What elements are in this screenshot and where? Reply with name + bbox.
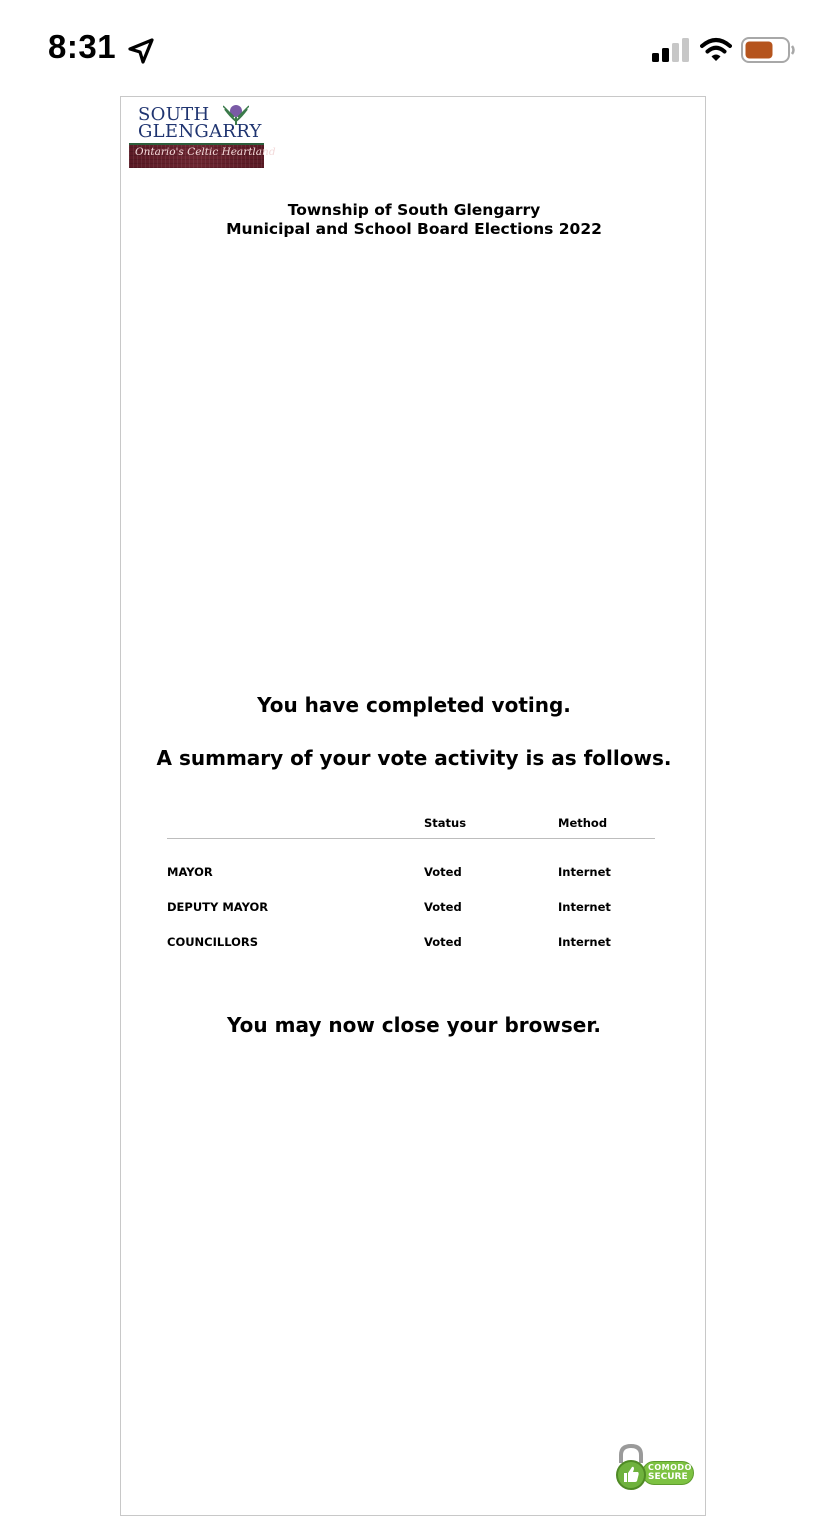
table-row [167,888,655,923]
close-browser-message: You may now close your browser. [227,1013,601,1037]
padlock-icon [612,1443,650,1491]
summary-message: A summary of your vote activity is as follows. [156,746,672,770]
vote-summary-table [167,814,655,958]
south-glengarry-logo [129,103,276,169]
table-row [167,923,655,958]
vote-method: Internet [558,900,611,914]
tartan-banner [129,143,276,168]
vote-status: Voted [424,900,462,914]
status-time: 8:31 [48,28,117,65]
header-election: Municipal and School Board Elections 2022 [226,220,602,238]
location-arrow-icon [127,37,155,65]
vote-method: Internet [558,865,611,879]
vote-method: Internet [558,935,611,949]
vote-status: Voted [424,865,462,879]
race-name: COUNCILLORS [167,935,259,949]
cellular-signal-icon [652,38,692,62]
header-township: Township of South Glengarry [287,201,541,219]
status-bar [0,0,828,96]
ballot-frame [120,96,706,1516]
table-header [167,814,655,839]
logo-text-south: SOUTH [138,104,210,125]
vote-status: Voted [424,935,462,949]
comodo-secure-seal[interactable] [612,1443,696,1491]
logo-tagline: Ontario's Celtic Heartland [135,146,276,158]
table-row [167,853,655,888]
completed-voting-message: You have completed voting. [257,693,571,717]
seal-text-comodo: COMODO [648,1463,692,1472]
race-name: DEPUTY MAYOR [167,900,269,914]
column-header-status: Status [424,816,467,830]
seal-text-secure: SECURE [648,1472,688,1482]
column-header-method: Method [558,816,608,830]
logo-text-glengarry: GLENGARRY [138,121,262,142]
race-name: MAYOR [167,865,213,879]
wifi-icon [700,37,732,63]
battery-icon [741,37,795,63]
